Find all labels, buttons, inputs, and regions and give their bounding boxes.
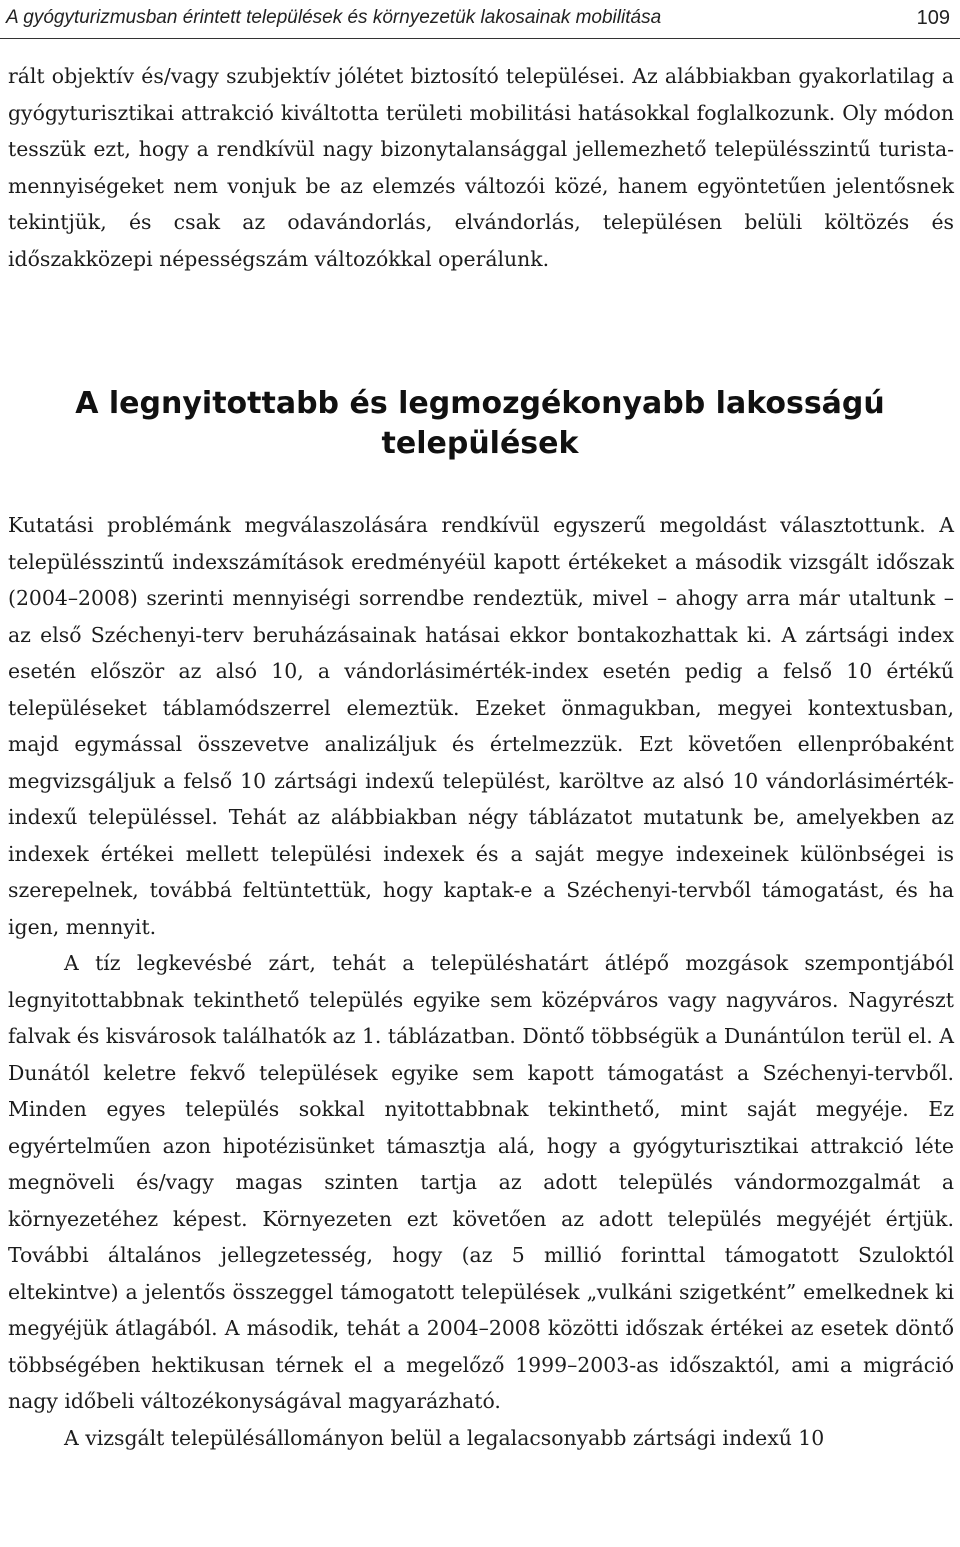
- intro-paragraph: rált objektív és/vagy szubjektív jólétet biztosító települései. Az alábbiakban gyakorlatilag a gyógyturisztikai attrakció kiváltotta területi mobilitási hatásokkal foglalkozunk. Oly módon tesszük ezt, hogy a rendkívül nagy bizonytalansággal jellemezhető településszintű turista-mennyiségeket nem vonjuk be az elemzés változói közé, hanem egyöntetűen jelentősnek tekintjük, és csak az odavándorlás, elvándorlás, településen belüli költözés és időszakközepi népességszám változókkal operálunk.: [8, 64, 954, 271]
- running-header: [6, 2, 952, 34]
- section-paragraph-2: A tíz legkevésbé zárt, tehát a településhatárt átlépő mozgások szempontjából legnyitottabbnak tekinthető település egyike sem középváros vagy nagyváros. Nagyrészt falvak és kisvárosok találhatók az 1. táblázatban. Döntő többségük a Dunántúlon terül el. A Dunától keletre fekvő települések egyike sem kapott támogatást a Széchenyi-tervből. Minden egyes település sokkal nyitottabbnak tekinthető, mint saját megyéje. Ez egyértelműen azon hipotézisünket támasztja alá, hogy a gyógyturisztikai attrakció léte megnöveli és/vagy magas szinten tartja az adott település vándormozgalmát a környezetéhez képest. Környezeten ezt követően az adott település megyéjét értjük. További általános jellegzetesség, hogy (az 5 millió forinttal támogatott Szuloktól eltekintve) a jelentős összeggel támogatott települések „vulkáni szigetként” emelkednek ki megyéjük átlagából. A második, tehát a 2004–2008 közötti időszak értékei az esetek döntő többségében hektikusan térnek el a megelőző 1999–2003-as időszaktól, ami a migráció nagy időbeli változékonyságával magyarázható.: [8, 951, 954, 1413]
- section-heading-line-1: A legnyitottabb és legmozgékonyabb lakosságú: [75, 386, 885, 421]
- section-paragraph-3: A vizsgált településállományon belül a legalacsonyabb zártsági indexű 10: [64, 1425, 825, 1450]
- intro-block: [8, 58, 954, 277]
- section-paragraph-1: Kutatási problémánk megválaszolására rendkívül egyszerű megoldást választottunk. A településszintű indexszámítások eredményéül kapott értékeket a második vizsgált időszak (2004–2008) szerinti mennyiségi sorrendbe rendeztük, mivel – ahogy arra már utaltunk – az első Széchenyi-terv beruházásainak hatásai ekkor bontakozhattak ki. A zártsági index esetén először az alsó 10, a vándorlásimérték-index esetén pedig a felső 10 értékű településeket táblamódszerrel elemeztük. Ezeket önmagukban, megyei kontextusban, majd egymással összevetve analizáljuk és értelmezzük. Ezt követően ellenpróbaként megvizsgáljuk a felső 10 zártsági indexű települést, karöltve az alsó 10 vándorlásimérték-indexű településsel. Tehát az alábbiakban négy táblázatot mutatunk be, amelyekben az indexek értékei mellett települési indexek és a saját megye indexeinek különbségei is szerepelnek, továbbá feltüntettük, hogy kaptak-e a Széchenyi-tervből támogatást, és ha igen, mennyit.: [8, 513, 954, 939]
- running-title: A gyógyturizmusban érintett települések és környezetük lakosainak mobilitása: [6, 7, 662, 28]
- page-number: 109: [916, 6, 950, 29]
- header-rule: [0, 38, 960, 39]
- section-body: [8, 507, 954, 1456]
- section-heading: [0, 384, 960, 464]
- section-heading-line-2: települések: [381, 426, 579, 461]
